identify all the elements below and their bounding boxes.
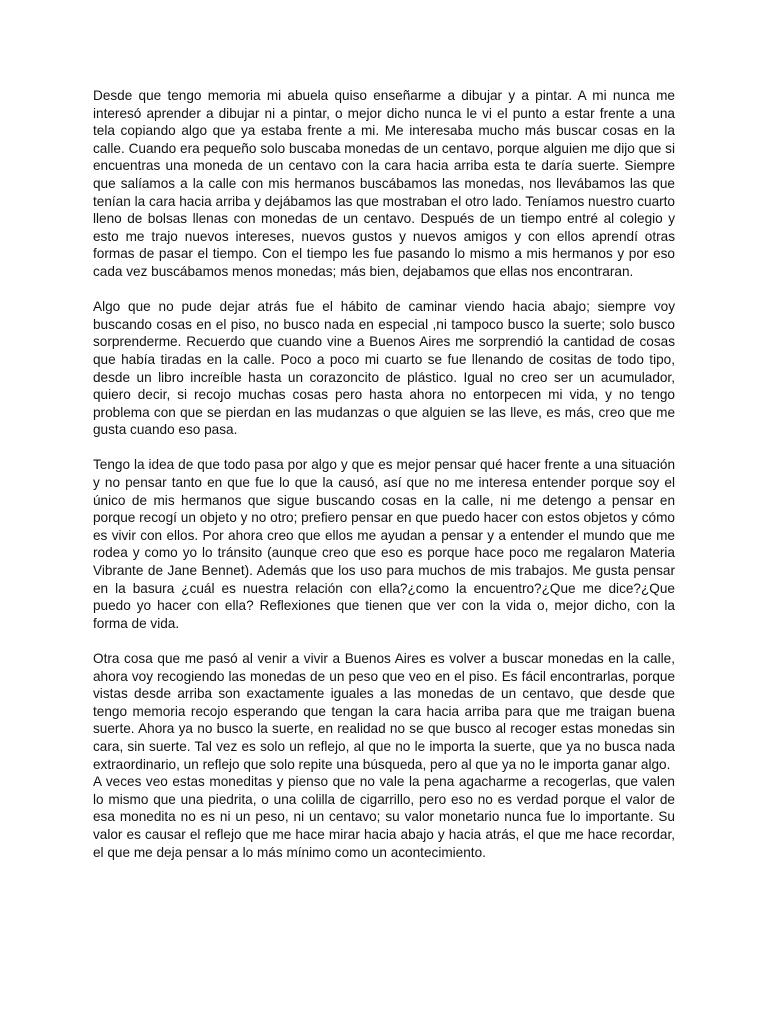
paragraph-3: Tengo la idea de que todo pasa por algo y que es mejor pensar qué hacer frente a una situación y no pensar tanto en que fue lo que la causó, así que no me interesa entender porque soy el único de mis hermanos que sigue buscando cosas en la calle, ni me detengo a pensar en porque recogí un objeto y no otro; prefiero pensar en que puedo hacer con estos objetos y cómo es vivir con ellos. Por ahora creo que ellos me ayudan a pensar y a entender el mundo que me rodea y como yo lo tránsito (aunque creo que eso es porque hace poco me regalaron Materia Vibrante de Jane Bennet). Además que los uso para muchos de mis trabajos. Me gusta pensar en la basura ¿cuál es nuestra relación con ella?¿como la encuentro?¿Que me dice?¿Que puedo yo hacer con ella? Reflexiones que tienen que ver con la vida o, mejor dicho, con la forma de vida. — [93, 457, 675, 631]
paragraph-5: A veces veo estas moneditas y pienso que no vale la pena agacharme a recogerlas, que valen lo mismo que una piedrita, o una colilla de cigarrillo, pero eso no es verdad porque el valor de esa monedita no es ni un peso, ni un centavo; su valor monetario nunca fue lo importante. Su valor es causar el reflejo que me hace mirar hacia abajo y hacia atrás, el que me hace recordar, el que me deja pensar a lo más mínimo como un acontecimiento. — [93, 774, 675, 860]
paragraph-1: Desde que tengo memoria mi abuela quiso enseñarme a dibujar y a pintar. A mi nunca me interesó aprender a dibujar ni a pintar, o mejor dicho nunca le vi el punto a estar frente a una tela copiando algo que ya estaba frente a mi. Me interesaba mucho más buscar cosas en la calle. Cuando era pequeño solo buscaba monedas de un centavo, porque alguien me dijo que si encuentras una moneda de un centavo con la cara hacia arriba esta te daría suerte. Siempre que salíamos a la calle con mis hermanos buscábamos las monedas, nos llevábamos las que tenían la cara hacia arriba y dejábamos las que mostraban el otro lado. Teníamos nuestro cuarto lleno de bolsas llenas con monedas de un centavo. Después de un tiempo entré al colegio y esto me trajo nuevos intereses, nuevos gustos y nuevos amigos y con ellos aprendí otras formas de pasar el tiempo. Con el tiempo les fue pasando lo mismo a mis hermanos y por eso cada vez buscábamos menos monedas; más bien, dejabamos que ellas nos encontraran. — [93, 88, 675, 279]
document-page — [93, 87, 675, 879]
paragraph-4: Otra cosa que me pasó al venir a vivir a Buenos Aires es volver a buscar monedas en la calle, ahora voy recogiendo las monedas de un peso que veo en el piso. Es fácil encontrarlas, porque vistas desde arriba son exactamente iguales a las monedas de un centavo, que desde que tengo memoria recojo esperando que tengan la cara hacia arriba para que me traigan buena suerte. Ahora ya no busco la suerte, en realidad no se que busco al recoger estas monedas sin cara, sin suerte. Tal vez es solo un reflejo, al que no le importa la suerte, que ya no busca nada extraordinario, un reflejo que solo repite una búsqueda, pero al que ya no le importa ganar algo. — [93, 651, 675, 772]
paragraph-2: Algo que no pude dejar atrás fue el hábito de caminar viendo hacia abajo; siempre voy buscando cosas en el piso, no busco nada en especial ,ni tampoco busco la suerte; solo busco sorprenderme. Recuerdo que cuando vine a Buenos Aires me sorprendió la cantidad de cosas que había tiradas en la calle. Poco a poco mi cuarto se fue llenando de cositas de todo tipo, desde un libro increíble hasta un corazoncito de plástico. Igual no creo ser un acumulador, quiero decir, si recojo muchas cosas pero hasta ahora no entorpecen mi vida, y no tengo problema con que se pierdan en las mudanzas o que alguien se las lleve, es más, creo que me gusta cuando eso pasa. — [93, 299, 675, 438]
